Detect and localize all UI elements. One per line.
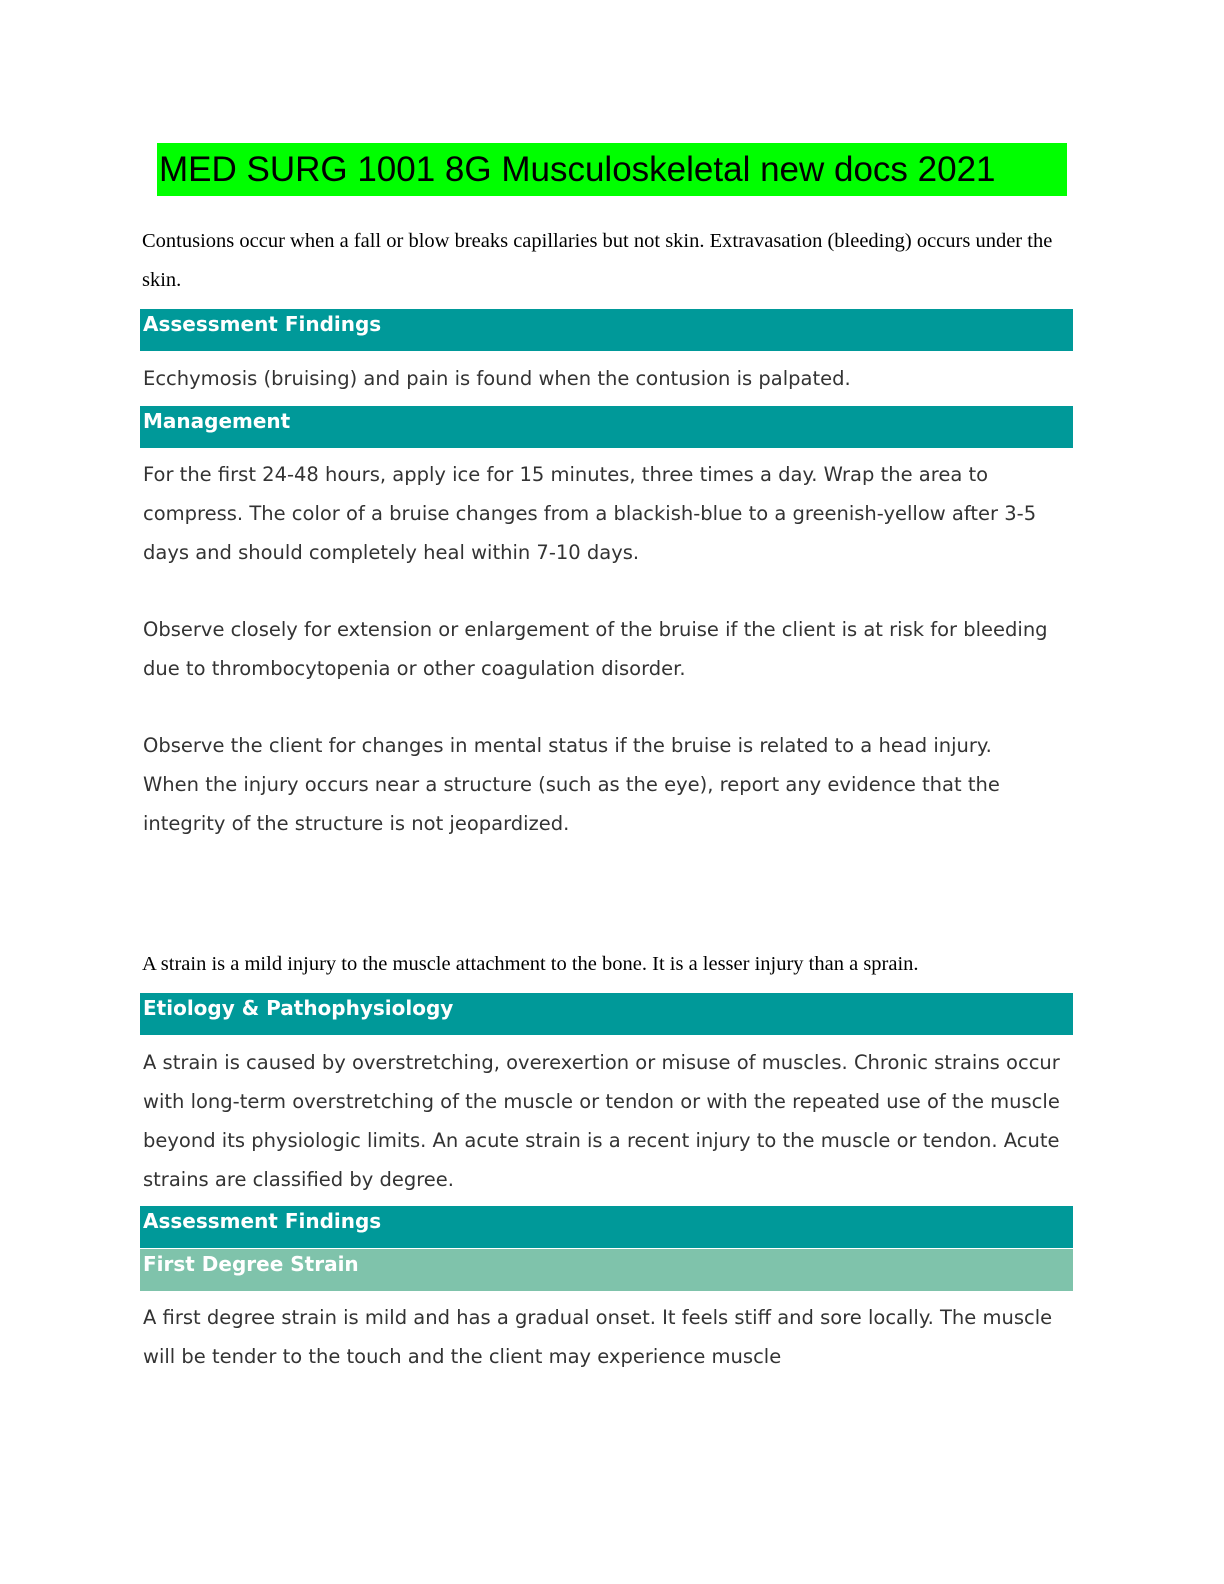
contusion-assessment-text: Ecchymosis (bruising) and pain is found when the contusion is palpated. xyxy=(143,367,851,390)
etiology-text: A strain is caused by overstretching, overexertion or misuse of muscles. Chronic strains occur with long-term overstretching of the muscle or tendon or with the repeated use of the muscle beyond its physiologic limits. An acute strain is a recent injury to the muscle or tendon. Acute strains are classified by degree. xyxy=(143,1051,1060,1191)
management-paragraph: Observe the client for changes in mental status if the bruise is related to a head injury. When the injury occurs near a structure (such as the eye), report any evidence that the integrity of the structure is not jeopardized. xyxy=(143,734,1000,835)
section-heading-management: Management xyxy=(140,406,1073,448)
first-degree-strain-text: A first degree strain is mild and has a gradual onset. It feels stiff and sore locally. The muscle will be tender to the touch and the client may experience muscle xyxy=(143,1306,1053,1368)
strain-intro: A strain is a mild injury to the muscle attachment to the bone. It is a lesser injury than a sprain. xyxy=(142,953,919,975)
section-heading-assessment-findings: Assessment Findings xyxy=(140,309,1073,351)
page-title-text: MED SURG 1001 8G Musculoskeletal new docs 2021 xyxy=(159,150,996,189)
management-paragraph: Observe closely for extension or enlargement of the bruise if the client is at risk for bleeding due to thrombocytopenia or other coagulation disorder. xyxy=(143,618,1048,680)
page-title xyxy=(157,143,1067,196)
section-heading-strain-assessment: Assessment Findings xyxy=(140,1206,1073,1248)
management-paragraph: For the first 24-48 hours, apply ice for 15 minutes, three times a day. Wrap the area to compress. The color of a bruise changes from a blackish-blue to a greenish-yellow after 3-5 days and should completely heal within 7-10 days. xyxy=(143,463,1037,564)
subsection-heading-first-degree-strain: First Degree Strain xyxy=(140,1249,1073,1291)
contusion-intro: Contusions occur when a fall or blow breaks capillaries but not skin. Extravasation (bleeding) occurs under the skin. xyxy=(142,230,1053,291)
section-heading-etiology: Etiology & Pathophysiology xyxy=(140,993,1073,1035)
